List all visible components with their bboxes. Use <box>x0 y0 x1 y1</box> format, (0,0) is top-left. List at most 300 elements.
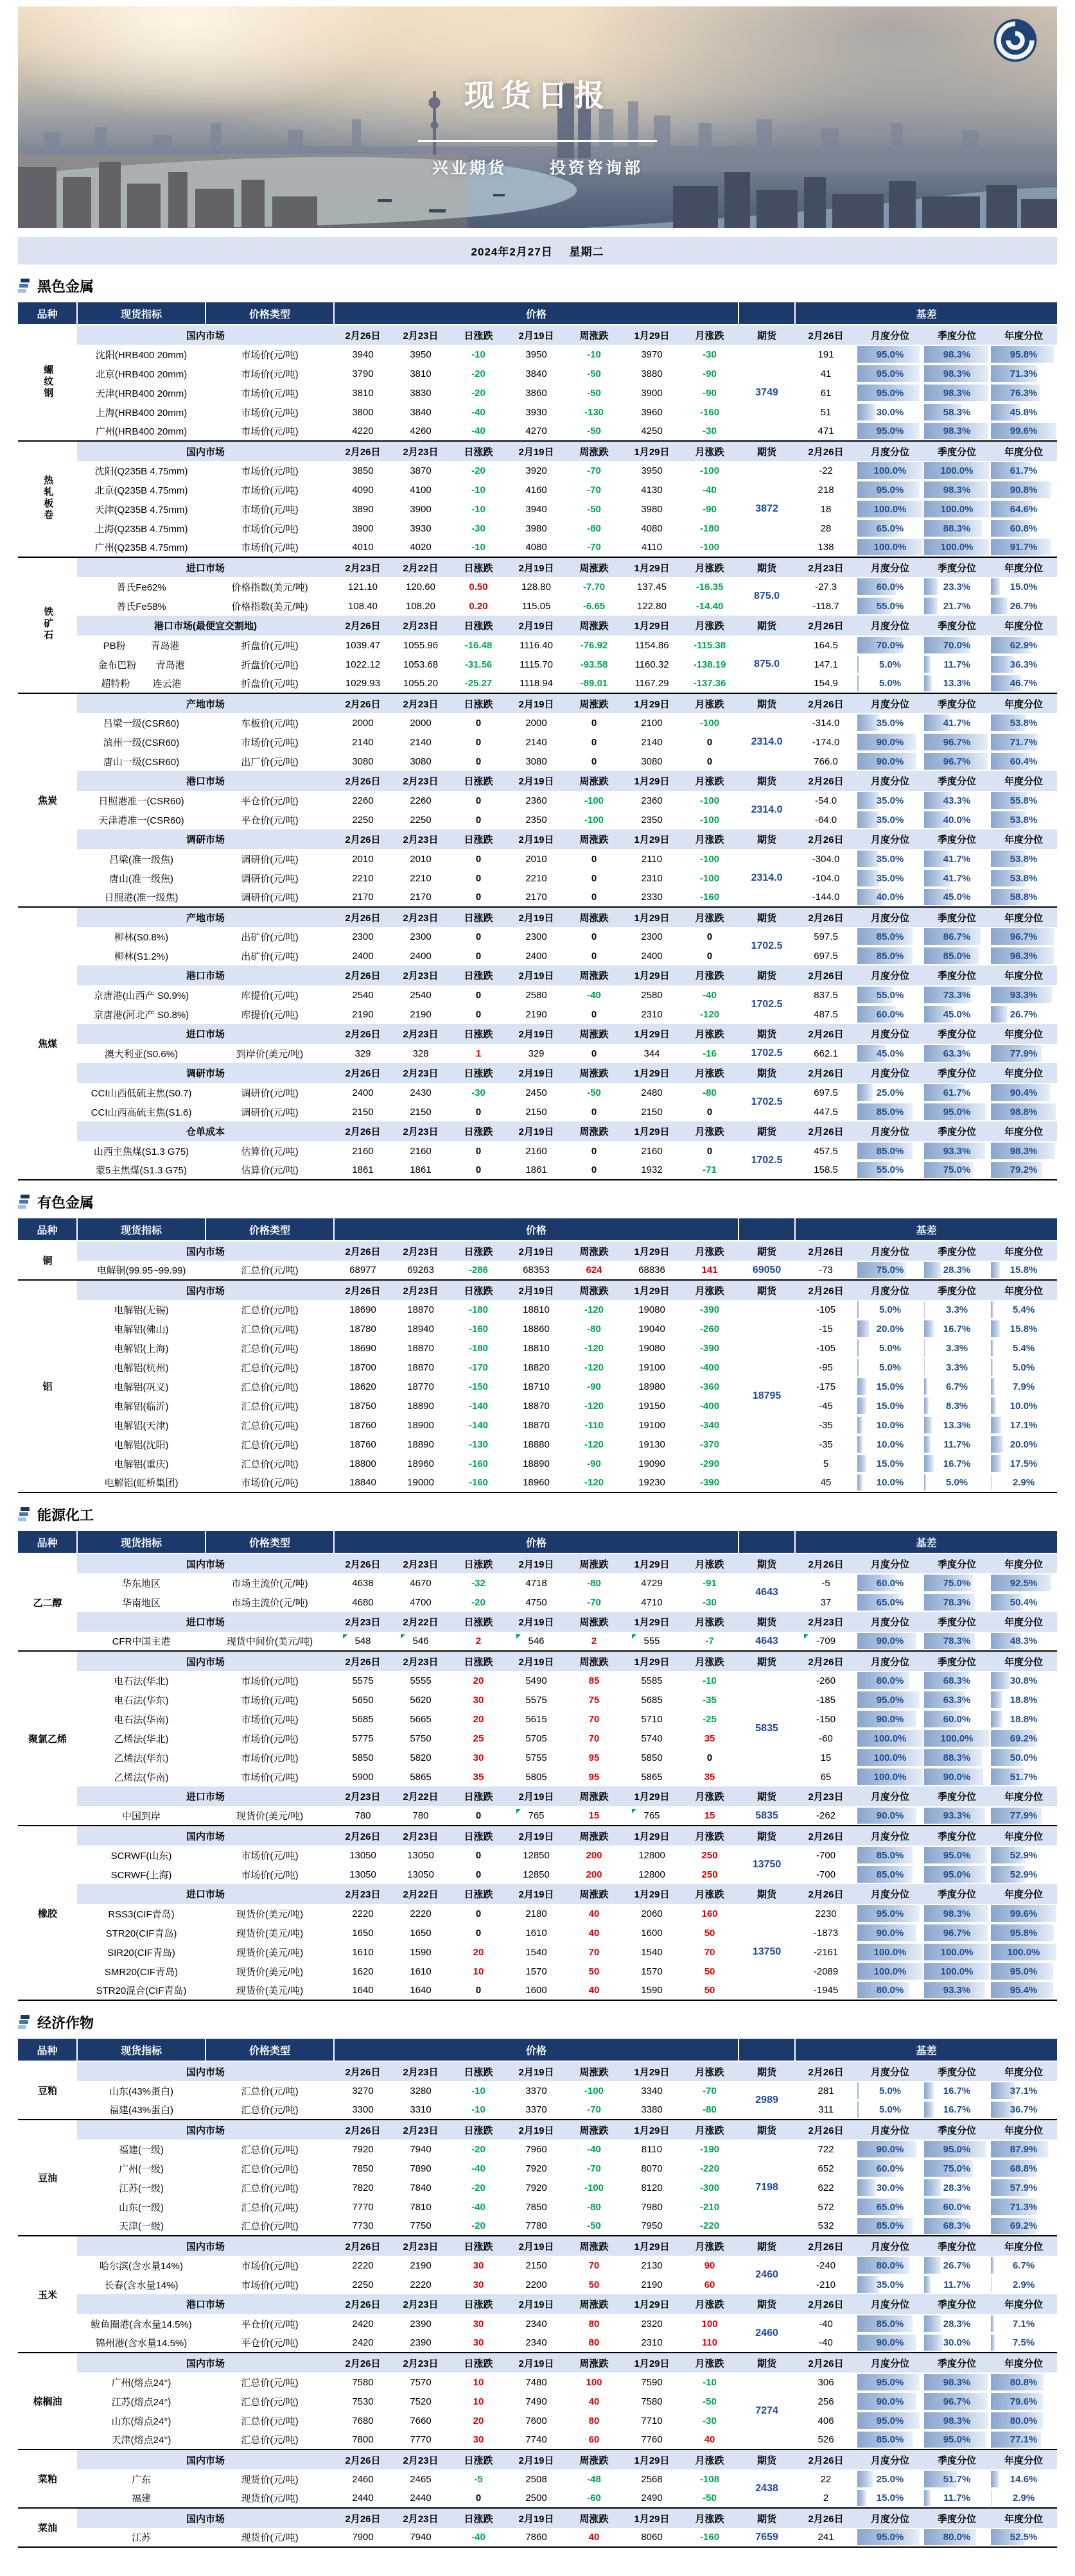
price-cell: 7960 <box>525 2143 547 2155</box>
percentile-cell <box>923 1846 990 1865</box>
basis-value-cell: -2161 <box>813 1946 839 1958</box>
price-cell: 5665 <box>410 1713 432 1725</box>
indicator-cell: 唐山(准一级焦) <box>109 873 173 885</box>
header-basis: 基差 <box>795 1530 1057 1553</box>
percentile-value: 13.3% <box>943 1419 971 1431</box>
percentile-value: 58.8% <box>1009 892 1038 903</box>
percentile-cell <box>923 1806 990 1826</box>
price-cell: 5650 <box>352 1694 374 1706</box>
change-cell: 10 <box>473 1966 484 1977</box>
price-cell: 5705 <box>525 1733 547 1744</box>
percentile-value: 100.0% <box>1007 1946 1040 1958</box>
indicator-cell: 电解铝(虹桥集团) <box>104 1478 179 1489</box>
change-cell: 0 <box>475 795 482 806</box>
data-row <box>18 1942 1057 1962</box>
percentile-value: 7.9% <box>1012 1381 1035 1392</box>
percentile-cell <box>990 577 1057 596</box>
change-cell: -90 <box>587 1381 601 1392</box>
date-header-cell: 2月23日 <box>334 557 392 577</box>
change-cell: -100 <box>700 542 720 553</box>
price-cell: 18780 <box>349 1323 376 1335</box>
indicator-cell: 超特粉 连云港 <box>101 679 182 689</box>
change-cell: -108 <box>700 2473 720 2485</box>
price-cell: 5755 <box>525 1752 547 1763</box>
percentile-value: 60.0% <box>943 2201 971 2213</box>
basis-value-cell: 281 <box>817 2085 834 2096</box>
price-type-cell: 市场价(元/吨) <box>241 1869 299 1881</box>
basis-value-cell: 457.5 <box>814 1145 838 1157</box>
price-cell: 546 <box>507 1632 565 1651</box>
price-cell: 68977 <box>349 1265 376 1275</box>
change-cell: -50 <box>587 368 601 379</box>
percentile-value: 88.3% <box>943 1752 971 1763</box>
change-cell: -70 <box>587 2104 601 2115</box>
price-cell: 4010 <box>352 542 374 553</box>
market-name-cell: 港口市场(最便宜交割地) <box>77 616 334 635</box>
price-cell: 3310 <box>410 2104 432 2115</box>
price-cell: 3810 <box>410 368 432 379</box>
data-row <box>18 1767 1057 1786</box>
percentile-value: 98.3% <box>943 2376 971 2388</box>
market-subheader-row <box>18 441 1057 461</box>
date-header-cell: 2月23日 <box>392 2236 450 2256</box>
indicator-cell: 柳林(S1.2%) <box>114 951 169 962</box>
variety-cell <box>18 907 77 1180</box>
change-cell: 0 <box>475 1810 482 1821</box>
price-cell: 7810 <box>410 2201 432 2213</box>
data-row <box>18 1338 1057 1358</box>
change-cell: 30 <box>473 1752 484 1763</box>
percentile-value: 100.0% <box>940 1733 974 1744</box>
percentile-cell <box>923 946 990 965</box>
change-cell: 0 <box>475 931 482 942</box>
variety-name: 螺纹钢 <box>42 364 54 399</box>
section-title-nonferrous <box>18 1192 1057 1212</box>
market-subheader-row <box>18 2061 1057 2081</box>
percentile-cell <box>990 1435 1057 1454</box>
percentile-value: 5.4% <box>1012 1342 1035 1354</box>
percentile-value: 68.3% <box>943 2220 971 2231</box>
futures-header-cell: 期货 <box>739 2508 795 2528</box>
percentile-value: 50.4% <box>1009 1596 1038 1608</box>
header-variety: 品种 <box>18 1218 77 1241</box>
price-cell: 5685 <box>641 1694 663 1706</box>
price-cell: 18880 <box>523 1439 550 1450</box>
percentile-cell <box>923 1904 990 1923</box>
change-cell: -180 <box>468 1304 489 1315</box>
change-cell: -80 <box>703 2104 717 2115</box>
percentile-cell <box>990 1319 1057 1338</box>
percentile-cell <box>857 2430 923 2450</box>
percentile-value: 100.0% <box>940 1966 974 1977</box>
price-cell: 4700 <box>410 1596 432 1608</box>
data-row <box>18 1261 1057 1280</box>
price-cell: 2350 <box>525 814 547 826</box>
price-cell: 2140 <box>525 736 547 748</box>
percentile-cell <box>923 2469 990 2489</box>
market-name-cell: 进口市场 <box>77 1884 334 1904</box>
change-cell: 30 <box>473 1694 484 1706</box>
price-cell: 1160.32 <box>634 659 669 670</box>
percentile-databar <box>924 1340 925 1356</box>
percentile-cell <box>923 596 990 616</box>
percentile-cell <box>990 2469 1057 2489</box>
futures-value-cell: 875.0 <box>754 658 780 670</box>
percentile-databar <box>857 1436 862 1453</box>
percentile-value: 40.0% <box>876 892 904 903</box>
market-name-cell: 国内市场 <box>77 2353 334 2373</box>
date-header-cell: 1月29日 <box>623 325 681 345</box>
change-cell: -80 <box>587 2201 601 2213</box>
sections-container <box>18 276 1057 2548</box>
price-cell: 7950 <box>641 2220 663 2231</box>
date-header-cell: 周涨跌 <box>565 1553 623 1573</box>
price-cell: 3940 <box>352 349 374 360</box>
date-header-cell: 日涨跌 <box>450 616 507 635</box>
change-cell: -50 <box>587 2220 601 2231</box>
date-header-cell: 1月29日 <box>623 1121 681 1141</box>
date-header-cell: 2月26日 <box>334 693 392 713</box>
percentile-value: 73.3% <box>943 989 971 1001</box>
change-cell: -20 <box>471 2143 485 2155</box>
date-header-cell: 月涨跌 <box>681 771 739 791</box>
price-type-cell: 市场价(元/吨) <box>241 504 299 515</box>
percentile-cell <box>990 345 1057 364</box>
percentile-value: 93.3% <box>943 1145 971 1157</box>
change-cell: -7 <box>705 1636 714 1647</box>
date-header-cell: 周涨跌 <box>565 2353 623 2373</box>
percentile-databar <box>924 1436 931 1453</box>
market-name-cell: 国内市场 <box>77 1280 334 1300</box>
futures-value-cell: 7198 <box>755 2181 778 2193</box>
indicator-cell: 电解铝(临沂) <box>114 1401 169 1412</box>
price-cell: 5575 <box>525 1694 547 1706</box>
header-price-type: 价格类型 <box>205 1530 334 1553</box>
percentile-value: 20.0% <box>876 1323 904 1335</box>
price-cell: 4250 <box>641 426 663 437</box>
percentile-header-cell: 季度分位 <box>923 2294 990 2314</box>
market-name-cell: 港口市场 <box>77 771 334 791</box>
price-cell: 4220 <box>352 426 374 437</box>
basis-value-cell: 241 <box>817 2532 834 2543</box>
price-cell: 7570 <box>410 2376 432 2388</box>
percentile-cell <box>990 888 1057 907</box>
indicator-cell: 沈阳(Q235B 4.75mm) <box>94 465 188 477</box>
price-cell: 2390 <box>410 2337 432 2348</box>
date-header-cell: 2月26日 <box>334 965 392 985</box>
indicator-cell: 电解铝(重庆) <box>114 1458 169 1470</box>
percentile-databar <box>924 1417 932 1433</box>
date-header-cell: 日涨跌 <box>450 1786 507 1806</box>
price-cell: 4080 <box>641 523 663 534</box>
futures-value-cell: 2314.0 <box>751 804 783 815</box>
percentile-header-cell: 年度分位 <box>990 1280 1057 1300</box>
percentile-cell <box>990 461 1057 480</box>
market-name-cell: 国内市场 <box>77 1553 334 1573</box>
percentile-value: 5.0% <box>945 1477 968 1488</box>
change-cell: 0 <box>591 872 597 884</box>
indicator-cell: 广州(HRB400 20mm) <box>95 426 188 437</box>
percentile-cell <box>990 869 1057 888</box>
percentile-value: 98.3% <box>943 484 971 496</box>
change-cell: -390 <box>700 1342 720 1354</box>
date-header-cell: 2月19日 <box>507 2294 565 2314</box>
price-cell: 5575 <box>352 1675 374 1686</box>
basis-value-cell: -174.0 <box>812 736 840 748</box>
percentile-header-cell: 年度分位 <box>990 1612 1057 1632</box>
change-cell: 0 <box>591 736 597 748</box>
report-subtitle <box>18 155 1057 178</box>
date-header-cell: 1月29日 <box>623 557 681 577</box>
data-row <box>18 422 1057 441</box>
percentile-cell <box>857 519 923 538</box>
date-header-cell: 2月23日 <box>392 907 450 927</box>
change-cell: 0 <box>475 1908 482 1919</box>
basis-value-cell: 147.1 <box>814 659 838 670</box>
percentile-databar <box>924 598 938 614</box>
date-header-cell: 2月23日 <box>392 965 450 985</box>
percentile-databar <box>857 2490 866 2506</box>
price-table-nonferrous <box>18 1217 1057 1493</box>
percentile-cell <box>923 2373 990 2392</box>
change-cell: 40 <box>704 2434 715 2445</box>
date-header-cell: 2月23日 <box>392 829 450 849</box>
percentile-value: 85.0% <box>876 1869 904 1880</box>
percentile-cell <box>857 1319 923 1338</box>
change-cell: 0 <box>475 872 482 884</box>
percentile-value: 100.0% <box>873 1752 907 1763</box>
percentile-cell <box>923 1141 990 1161</box>
price-cell: 4270 <box>525 426 547 437</box>
change-cell: 30 <box>473 2434 484 2445</box>
basis-value-cell: 837.5 <box>814 989 838 1001</box>
basis-date-cell: 2月26日 <box>795 965 857 985</box>
percentile-databar <box>857 1301 859 1318</box>
percentile-value: 65.0% <box>876 523 904 534</box>
change-cell: -20 <box>471 2220 485 2231</box>
data-row <box>18 2197 1057 2217</box>
percentile-cell <box>857 1338 923 1358</box>
price-type-cell: 市场主流价(元/吨) <box>231 1597 308 1609</box>
percentile-value: 55.0% <box>876 600 904 612</box>
change-cell: 35 <box>473 1771 484 1783</box>
price-cell: 3340 <box>641 2085 663 2096</box>
date-header-cell: 月涨跌 <box>681 325 739 345</box>
percentile-cell <box>923 2489 990 2508</box>
change-cell: 50 <box>704 1927 715 1939</box>
indicator-cell: 电解铝(天津) <box>114 1420 169 1431</box>
price-cell: 19090 <box>638 1458 665 1469</box>
change-cell: -210 <box>700 2201 720 2213</box>
price-cell: 7920 <box>525 2182 547 2193</box>
indicator-cell: STR20(CIF青岛) <box>105 1928 177 1939</box>
basis-value-cell: -314.0 <box>812 717 840 729</box>
price-type-cell: 到岸价(美元/吨) <box>236 1048 304 1060</box>
variety-cell <box>18 2450 77 2508</box>
change-cell: -91 <box>703 1577 717 1589</box>
price-cell: 2160 <box>525 1145 547 1157</box>
percentile-value: 98.8% <box>1009 1106 1038 1118</box>
price-cell: 5865 <box>410 1771 432 1783</box>
price-cell: 2320 <box>641 2318 663 2330</box>
data-row <box>18 1454 1057 1473</box>
date-header-cell: 1月29日 <box>623 1553 681 1573</box>
basis-value-cell: -304.0 <box>812 853 840 865</box>
percentile-cell <box>923 2275 990 2294</box>
percentile-cell <box>857 869 923 888</box>
futures-value-cell: 18795 <box>752 1390 782 1401</box>
percentile-cell <box>990 2217 1057 2236</box>
change-cell: 250 <box>701 1869 718 1880</box>
futures-value-cell: 2438 <box>755 2482 778 2494</box>
data-row <box>18 480 1057 499</box>
price-type-cell: 市场价(元/吨) <box>241 2279 299 2291</box>
percentile-databar <box>991 1417 1001 1433</box>
change-cell: -360 <box>700 1381 720 1392</box>
percentile-value: 30.8% <box>1009 1675 1038 1686</box>
percentile-cell <box>857 1358 923 1377</box>
percentile-databar <box>924 656 931 673</box>
price-type-cell: 平仓价(元/吨) <box>241 815 299 826</box>
percentile-cell <box>990 1044 1057 1063</box>
percentile-cell <box>923 1261 990 1280</box>
percentile-value: 98.3% <box>1009 1145 1038 1157</box>
price-type-cell: 平仓价(元/吨) <box>241 2319 299 2330</box>
change-cell: -40 <box>703 989 717 1001</box>
percentile-databar <box>924 2490 931 2506</box>
change-cell: 0 <box>475 717 482 729</box>
percentile-header-cell: 年度分位 <box>990 1553 1057 1573</box>
percentile-cell <box>857 713 923 732</box>
date-header-cell: 2月23日 <box>334 1786 392 1806</box>
date-header-cell: 2月23日 <box>392 1063 450 1083</box>
percentile-value: 90.0% <box>876 756 904 767</box>
futures-header-cell: 期货 <box>739 1651 795 1671</box>
date-header-cell: 2月26日 <box>334 325 392 345</box>
percentile-cell <box>990 1573 1057 1593</box>
indicator-cell: 长春(含水量14%) <box>104 2279 179 2291</box>
percentile-value: 100.0% <box>873 1733 907 1744</box>
price-type-cell: 现货价(美元/吨) <box>236 1985 304 1996</box>
indicator-cell: 上海(HRB400 20mm) <box>95 407 188 419</box>
header-price: 价格 <box>334 302 739 325</box>
price-cell: 1540 <box>641 1946 663 1958</box>
percentile-value: 91.7% <box>1009 542 1038 553</box>
percentile-cell <box>857 2411 923 2430</box>
price-cell: 2130 <box>641 2260 663 2271</box>
percentile-value: 95.0% <box>943 1869 971 1880</box>
percentile-value: 65.0% <box>876 1596 904 1608</box>
price-cell: 18760 <box>349 1439 376 1450</box>
price-type-cell: 汇总价(元/吨) <box>241 2163 299 2175</box>
price-type-cell: 平仓价(元/吨) <box>241 795 299 807</box>
price-cell: 2250 <box>410 814 432 826</box>
percentile-cell <box>857 1083 923 1102</box>
change-cell: 0 <box>591 1048 597 1059</box>
percentile-cell <box>990 519 1057 538</box>
price-type-cell: 市场价(元/吨) <box>241 368 299 380</box>
percentile-cell <box>857 383 923 402</box>
price-cell: 128.80 <box>521 581 551 592</box>
percentile-value: 36.3% <box>1009 659 1038 670</box>
market-subheader-row <box>18 2120 1057 2139</box>
change-cell: -140 <box>468 1400 489 1412</box>
price-cell: 1116.40 <box>520 639 553 651</box>
date-header-cell: 2月19日 <box>507 1651 565 1671</box>
date-header-cell: 1月29日 <box>623 1651 681 1671</box>
price-cell: 3870 <box>410 465 432 476</box>
price-cell: 18810 <box>523 1304 550 1315</box>
price-cell: 5615 <box>525 1713 547 1725</box>
price-cell: 4110 <box>641 542 663 553</box>
change-cell: -120 <box>700 1008 720 1020</box>
change-cell: 95 <box>588 1752 600 1763</box>
price-cell: 121.10 <box>348 581 378 592</box>
basis-date-cell: 2月26日 <box>795 2353 857 2373</box>
price-cell: 13050 <box>407 1849 434 1861</box>
percentile-cell <box>923 1161 990 1180</box>
percentile-cell <box>923 985 990 1005</box>
change-cell: 0 <box>591 756 597 767</box>
price-cell: 19080 <box>638 1304 665 1315</box>
percentile-value: 96.3% <box>1009 950 1038 962</box>
section-title-black-metals <box>18 276 1057 296</box>
price-type-cell: 汇总价(元/吨) <box>241 2396 299 2408</box>
basis-value-cell: 652 <box>817 2163 834 2174</box>
date-header-cell: 2月23日 <box>334 1612 392 1632</box>
basis-date-cell: 2月26日 <box>795 616 857 635</box>
percentile-databar <box>924 2257 941 2274</box>
change-cell: -180 <box>700 523 720 534</box>
percentile-value: 98.3% <box>943 368 971 379</box>
percentile-cell <box>857 927 923 946</box>
price-cell: 3860 <box>525 387 547 399</box>
price-cell: 2160 <box>641 1145 663 1157</box>
basis-date-cell: 2月26日 <box>795 2061 857 2081</box>
price-cell: 2400 <box>352 950 374 962</box>
futures-header-cell: 期货 <box>739 2294 795 2314</box>
change-cell: 40 <box>588 1908 600 1919</box>
percentile-cell <box>857 2217 923 2236</box>
percentile-header-cell: 月度分位 <box>857 1612 923 1632</box>
percentile-header-cell: 季度分位 <box>923 1612 990 1632</box>
percentile-value: 5.0% <box>878 1361 902 1373</box>
market-subheader-row <box>18 325 1057 345</box>
percentile-value: 64.6% <box>1009 503 1038 515</box>
futures-header-cell: 期货 <box>739 616 795 635</box>
price-cell: 780 <box>354 1810 371 1821</box>
percentile-cell <box>990 1593 1057 1612</box>
date-header-cell: 周涨跌 <box>565 1280 623 1300</box>
change-cell: 0 <box>475 1985 482 1996</box>
percentile-cell <box>990 2081 1057 2100</box>
price-cell: 4750 <box>525 1596 547 1608</box>
date-header-cell: 月涨跌 <box>681 2508 739 2528</box>
date-header-cell: 2月23日 <box>392 325 450 345</box>
percentile-databar <box>924 1378 927 1395</box>
percentile-cell <box>923 1865 990 1884</box>
table-header-row <box>18 302 1057 325</box>
percentile-value: 55.0% <box>876 1164 904 1175</box>
percentile-value: 16.7% <box>943 1458 971 1469</box>
price-cell: 4729 <box>641 1577 663 1589</box>
change-cell: -50 <box>703 2396 717 2407</box>
percentile-cell <box>923 1300 990 1319</box>
date-header-cell: 2月26日 <box>334 616 392 635</box>
futures-value-cell: 69050 <box>752 1264 782 1275</box>
change-cell: 30 <box>473 2318 484 2330</box>
price-table-crops <box>18 2037 1057 2548</box>
